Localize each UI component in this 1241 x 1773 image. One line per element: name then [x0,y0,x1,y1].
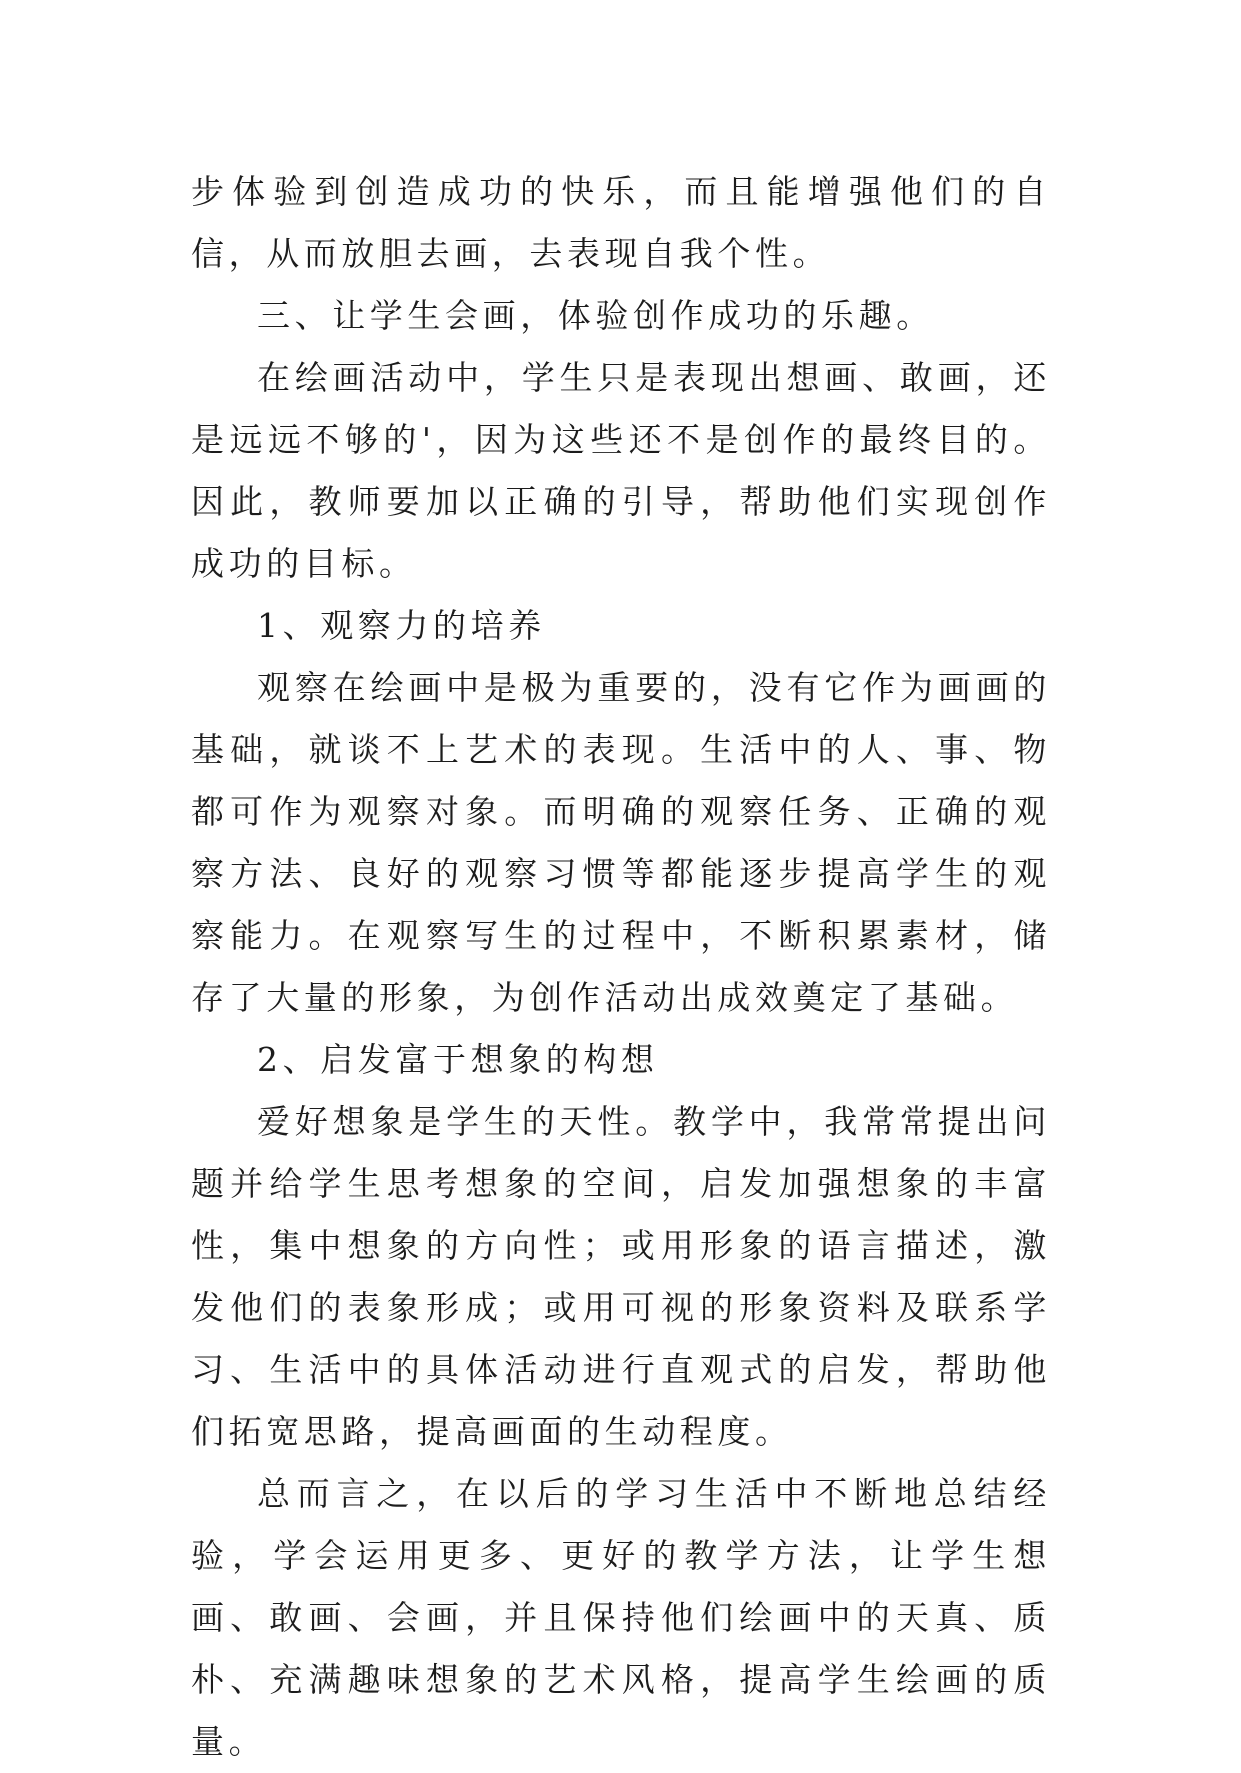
heading-section-three: 三、让学生会画，体验创作成功的乐趣。 [257,296,934,335]
paragraph-continuation: 步体验到创造成功的快乐，而且能增强他们的自信，从而放胆去画，去表现自我个性。 [191,172,1051,273]
subheading-imagination: 2、启发富于想象的构想 [257,1040,659,1079]
document-body [191,161,1051,1773]
paragraph-drawing-activity: 在绘画活动中，学生只是表现出想画、敢画，还是远远不够的'，因为这些还不是创作的最终目的。因此，教师要加以正确的引导，帮助他们实现创作成功的目标。 [191,358,1051,583]
paragraph-observation: 观察在绘画中是极为重要的，没有它作为画画的基础，就谈不上艺术的表现。生活中的人、事、物都可作为观察对象。而明确的观察任务、正确的观察方法、良好的观察习惯等都能逐步提高学生的观察能力。在观察写生的过程中，不断积累素材，储存了大量的形象，为创作活动出成效奠定了基础。 [191,668,1051,1017]
paragraph-conclusion: 总而言之，在以后的学习生活中不断地总结经验，学会运用更多、更好的教学方法，让学生想画、敢画、会画，并且保持他们绘画中的天真、质朴、充满趣味想象的艺术风格，提高学生绘画的质量。 [191,1474,1051,1761]
subheading-observation: 1、观察力的培养 [257,606,546,645]
paragraph-imagination: 爱好想象是学生的天性。教学中，我常常提出问题并给学生思考想象的空间，启发加强想象的丰富性，集中想象的方向性；或用形象的语言描述，激发他们的表象形成；或用可视的形象资料及联系学习、生活中的具体活动进行直观式的启发，帮助他们拓宽思路，提高画面的生动程度。 [191,1102,1051,1451]
